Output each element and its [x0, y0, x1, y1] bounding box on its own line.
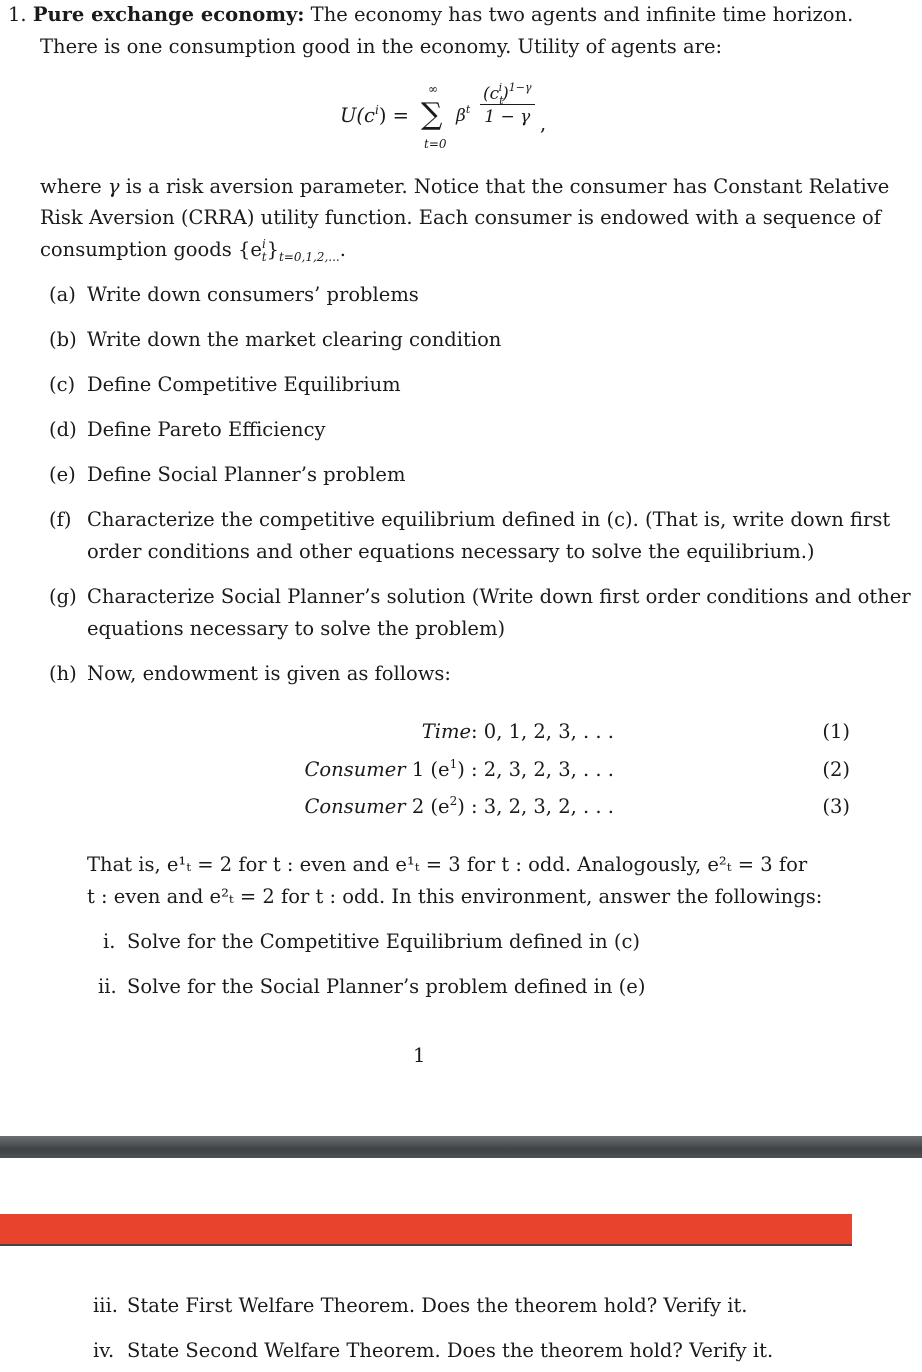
equation-number-3: (3) — [822, 795, 850, 818]
part-g-text: Characterize Social Planner’s solution (Write down first order conditions and other — [87, 585, 911, 608]
part-a-text: Write down consumers’ problems — [87, 283, 419, 306]
where-line-2: Risk Aversion (CRRA) utility function. Each consumer is endowed with a sequence of — [40, 206, 882, 229]
page-break-bar — [0, 1136, 922, 1158]
sum-upper-limit: ∞ — [428, 82, 438, 96]
that-is-line-2: t : even and e²ₜ = 2 for t : odd. In this environment, answer the followings: — [87, 885, 823, 908]
part-f-text: Characterize the competitive equilibrium defined in (c). (That is, write down first — [87, 508, 891, 531]
part-d: (d) — [49, 418, 77, 441]
fraction-denominator: 1 − γ — [484, 107, 531, 127]
part-g: (g) — [49, 585, 77, 608]
problem-intro: The economy has two agents and infinite time horizon. — [304, 3, 854, 26]
part-b: (b) — [49, 328, 77, 351]
part-g-text-2: equations necessary to solve the problem) — [87, 617, 506, 640]
consumer-1-row: Consumer 1 $(e^1)$ : 2, 3, 2, 3, . . . — [304, 757, 614, 781]
utility-fraction — [480, 81, 535, 127]
part-b-text: Write down the market clearing condition — [87, 328, 502, 351]
part-c: (c) — [49, 373, 76, 396]
where-line-3: consumption goods $\{e^i_t\}_{t=0,1,2,...}$. — [40, 237, 346, 264]
time-row: Time: 0, 1, 2, 3, . . . — [421, 720, 614, 743]
problem-number: 1. — [8, 3, 27, 26]
subpart-iii-text: State First Welfare Theorem. Does the theorem hold? Verify it. — [127, 1294, 748, 1317]
subpart-iv-text: State Second Welfare Theorem. Does the theorem hold? Verify it. — [127, 1339, 774, 1362]
part-c-text: Define Competitive Equilibrium — [87, 373, 401, 396]
part-d-text: Define Pareto Efficiency — [87, 418, 326, 441]
fraction-numerator: $(c_t^i)^{1-\gamma}$ — [480, 84, 535, 105]
sum-sign: ∑ — [421, 97, 443, 132]
red-highlight-bar — [0, 1214, 852, 1244]
beta-term: $\beta^t$ — [456, 103, 471, 126]
subpart-ii-text: Solve for the Social Planner’s problem defined in (e) — [127, 975, 646, 998]
sum-lower-limit: t=0 — [424, 137, 447, 151]
page-number: 1 — [413, 1044, 426, 1067]
utility-trailing-comma: , — [540, 112, 547, 135]
utility-lhs: $U(c^i)$ = — [340, 103, 409, 127]
that-is-line-1: That is, e¹ₜ = 2 for t : even and e¹ₜ = 3 for t : odd. Analogously, e²ₜ = 3 for — [87, 853, 808, 876]
equation-number-1: (1) — [822, 720, 850, 743]
part-h: (h) — [49, 662, 77, 685]
subpart-iii-label: iii. — [93, 1294, 118, 1317]
part-h-text: Now, endowment is given as follows: — [87, 662, 451, 685]
part-f-text-2: order conditions and other equations necessary to solve the equilibrium.) — [87, 540, 815, 563]
subpart-ii-label: ii. — [98, 975, 117, 998]
subpart-i-label: i. — [103, 930, 116, 953]
subpart-iv-label: iv. — [93, 1339, 115, 1362]
consumer-2-row: Consumer 2 $(e^2)$ : 3, 2, 3, 2, . . . — [304, 794, 614, 818]
part-e: (e) — [49, 463, 76, 486]
where-line-1: where γ is a risk aversion parameter. Notice that the consumer has Constant Relative — [40, 175, 890, 198]
equation-number-2: (2) — [822, 758, 850, 781]
part-a: (a) — [49, 283, 76, 306]
problem-heading — [8, 3, 853, 27]
part-e-text: Define Social Planner’s problem — [87, 463, 406, 486]
horizontal-rule — [0, 1244, 852, 1246]
problem-title: Pure exchange economy: — [32, 3, 305, 26]
subpart-i-text: Solve for the Competitive Equilibrium defined in (c) — [127, 930, 640, 953]
part-f: (f) — [49, 508, 72, 531]
problem-intro-line2: There is one consumption good in the economy. Utility of agents are: — [40, 35, 723, 58]
